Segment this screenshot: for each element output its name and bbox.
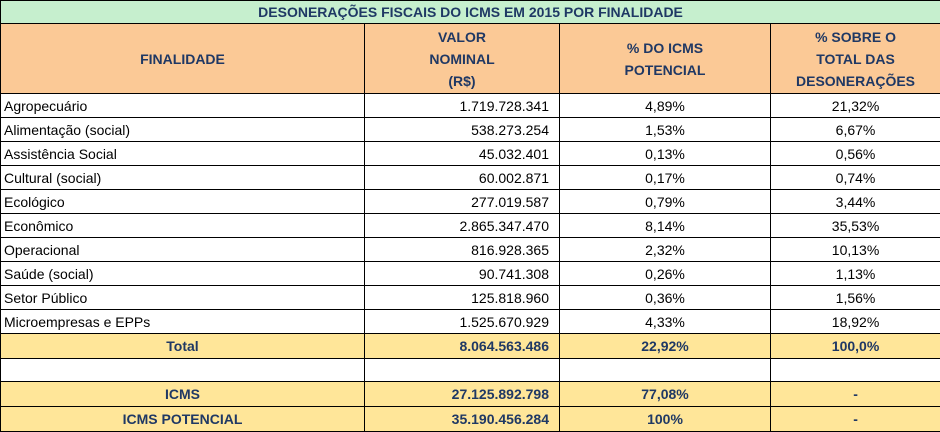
valor-cell: 816.928.365 xyxy=(365,238,560,262)
pct-icms-cell: 77,08% xyxy=(560,382,771,407)
header-row xyxy=(1,24,940,94)
pct-icms-cell: 100% xyxy=(560,407,771,432)
pct-total-cell: 3,44% xyxy=(771,190,940,214)
finalidade-cell: Setor Público xyxy=(1,286,365,310)
valor-cell: 35.190.456.284 xyxy=(365,407,560,432)
table-row xyxy=(1,407,940,432)
valor-cell: 1.525.670.929 xyxy=(365,310,560,334)
finalidade-cell: ICMS POTENCIAL xyxy=(1,407,365,432)
pct-icms-cell: 2,32% xyxy=(560,238,771,262)
finalidade-cell: Econômico xyxy=(1,214,365,238)
pct-icms-cell: 8,14% xyxy=(560,214,771,238)
total-valor: 8.064.563.486 xyxy=(365,334,560,359)
finalidade-cell: Microempresas e EPPs xyxy=(1,310,365,334)
header-finalidade: FINALIDADE xyxy=(1,24,365,94)
pct-total-cell: 1,56% xyxy=(771,286,940,310)
valor-cell: 27.125.892.798 xyxy=(365,382,560,407)
table-row xyxy=(1,310,940,334)
title-row xyxy=(1,1,940,24)
valor-cell: 60.002.871 xyxy=(365,166,560,190)
table-row xyxy=(1,118,940,142)
pct-icms-cell: 4,33% xyxy=(560,310,771,334)
valor-cell: 277.019.587 xyxy=(365,190,560,214)
pct-total-cell: 10,13% xyxy=(771,238,940,262)
valor-cell: 538.273.254 xyxy=(365,118,560,142)
table-row xyxy=(1,286,940,310)
pct-total-cell: 0,56% xyxy=(771,142,940,166)
pct-total-cell: 18,92% xyxy=(771,310,940,334)
header-valor-nominal: VALOR NOMINAL (R$) xyxy=(365,24,560,94)
valor-cell: 90.741.308 xyxy=(365,262,560,286)
table-row xyxy=(1,214,940,238)
pct-icms-cell: 0,17% xyxy=(560,166,771,190)
pct-total-cell: - xyxy=(771,382,940,407)
finalidade-cell: Agropecuário xyxy=(1,94,365,118)
blank-cell xyxy=(560,359,771,382)
pct-total-cell: 0,74% xyxy=(771,166,940,190)
table-row xyxy=(1,190,940,214)
pct-total-cell: - xyxy=(771,407,940,432)
total-label: Total xyxy=(1,334,365,359)
pct-icms-cell: 0,13% xyxy=(560,142,771,166)
blank-row xyxy=(1,359,940,382)
table-row xyxy=(1,238,940,262)
valor-cell: 1.719.728.341 xyxy=(365,94,560,118)
finalidade-cell: Ecológico xyxy=(1,190,365,214)
finalidade-cell: Saúde (social) xyxy=(1,262,365,286)
pct-icms-cell: 1,53% xyxy=(560,118,771,142)
table-title: DESONERAÇÕES FISCAIS DO ICMS EM 2015 POR FINALIDADE xyxy=(1,1,940,24)
valor-cell: 125.818.960 xyxy=(365,286,560,310)
blank-cell xyxy=(771,359,940,382)
header-pct-icms-potencial: % DO ICMS POTENCIAL xyxy=(560,24,771,94)
pct-total-cell: 21,32% xyxy=(771,94,940,118)
table-row xyxy=(1,94,940,118)
total-pct-icms: 22,92% xyxy=(560,334,771,359)
pct-icms-cell: 4,89% xyxy=(560,94,771,118)
pct-total-cell: 35,53% xyxy=(771,214,940,238)
finalidade-cell: Cultural (social) xyxy=(1,166,365,190)
blank-cell xyxy=(365,359,560,382)
valor-cell: 2.865.347.470 xyxy=(365,214,560,238)
pct-icms-cell: 0,36% xyxy=(560,286,771,310)
pct-icms-cell: 0,26% xyxy=(560,262,771,286)
finalidade-cell: Alimentação (social) xyxy=(1,118,365,142)
table-row xyxy=(1,262,940,286)
table-row xyxy=(1,142,940,166)
pct-total-cell: 6,67% xyxy=(771,118,940,142)
finalidade-cell: ICMS xyxy=(1,382,365,407)
table-row xyxy=(1,166,940,190)
table-row xyxy=(1,382,940,407)
finalidade-cell: Assistência Social xyxy=(1,142,365,166)
pct-total-cell: 1,13% xyxy=(771,262,940,286)
finalidade-cell: Operacional xyxy=(1,238,365,262)
header-pct-total-desoneracoes: % SOBRE O TOTAL DAS DESONERAÇÕES xyxy=(771,24,940,94)
total-pct-total: 100,0% xyxy=(771,334,940,359)
blank-cell xyxy=(1,359,365,382)
pct-icms-cell: 0,79% xyxy=(560,190,771,214)
valor-cell: 45.032.401 xyxy=(365,142,560,166)
total-row xyxy=(1,334,940,359)
